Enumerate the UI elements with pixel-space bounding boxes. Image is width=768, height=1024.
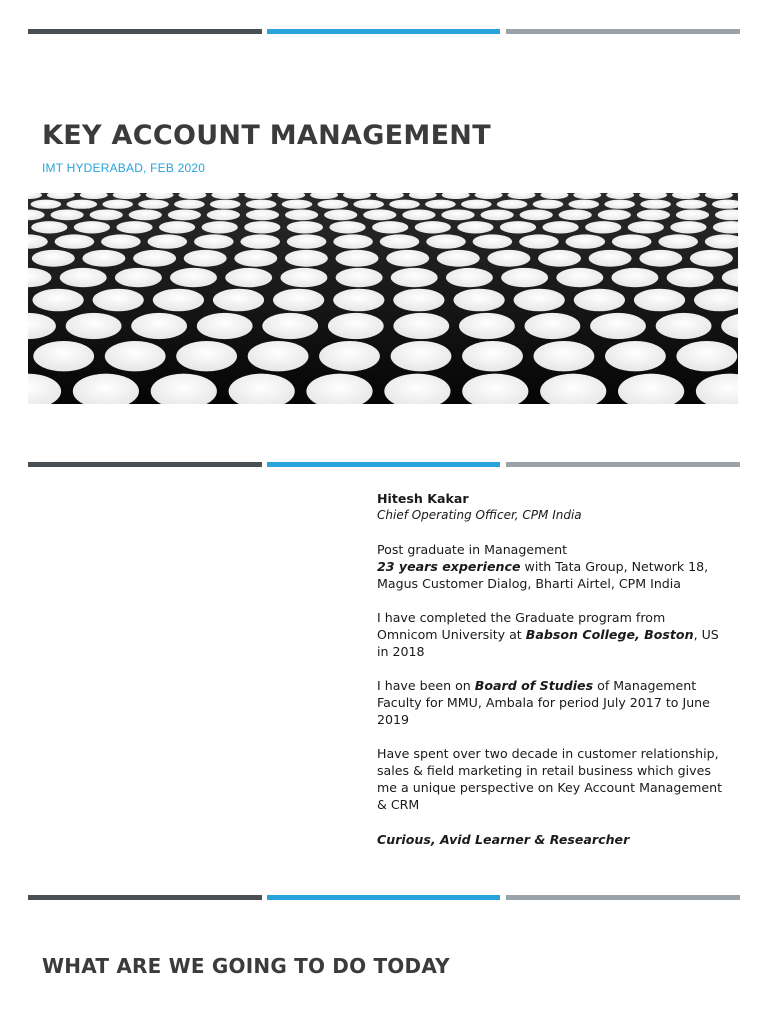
disc-shape [202,221,238,233]
discs-pattern-image [28,193,738,404]
disc-shape [461,200,492,209]
disc-shape [556,268,603,287]
disc-shape [393,289,444,312]
disc-shape [473,234,513,248]
bio-text: I have been on [377,678,475,693]
disc-shape [55,234,95,248]
disc-shape [101,234,141,248]
disc-shape [676,210,709,221]
disc-shape [574,289,625,312]
disc-shape [670,221,706,233]
bio-line: Post graduate in Management [377,542,568,557]
bio-text: I have completed the Graduate program from Omnicom University at [377,610,666,642]
disc-shape [487,250,530,267]
slide-title: KEY ACCOUNT MANAGEMENT [42,120,491,151]
rule-segment-accent [267,462,500,467]
disc-shape [282,200,313,209]
disc-shape [391,341,452,371]
disc-shape [248,341,309,371]
disc-shape [656,313,712,339]
disc-shape [51,210,84,221]
disc-shape [174,200,205,209]
disc-shape [74,221,110,233]
disc-shape [336,268,383,287]
bio-text: , US in 2018 [377,627,719,659]
disc-shape [380,234,420,248]
disc-shape [129,210,162,221]
disc-shape [318,200,349,209]
disc-shape [538,250,581,267]
disc-shape [336,250,379,267]
bio-text: with Tata Group, Network 18, Magus Customer Dialog, Bharti Airtel, CPM India [377,559,709,591]
disc-shape [210,200,241,209]
disc-shape [372,221,408,233]
disc-shape [170,268,217,287]
disc-shape [159,221,195,233]
disc-shape [246,200,277,209]
speaker-bio [377,490,727,848]
disc-shape [634,289,685,312]
disc-shape [500,221,536,233]
disc-shape [640,200,671,209]
disc-shape [102,200,133,209]
disc-shape [329,221,365,233]
bio-emphasis: 23 years experience [377,559,521,574]
disc-shape [353,200,384,209]
divider-rule-middle [28,462,740,467]
disc-shape [240,234,280,248]
disc-shape [589,250,632,267]
disc-shape [234,250,277,267]
disc-shape [168,210,201,221]
disc-shape [280,268,327,287]
disc-shape [676,341,737,371]
speaker-name: Hitesh Kakar [377,491,469,506]
bio-motto: Curious, Avid Learner & Researcher [377,832,630,847]
disc-shape [333,289,384,312]
bio-emphasis: Babson College, Boston [525,627,694,642]
disc-shape [590,313,646,339]
bio-emphasis: Board of Studies [474,678,594,693]
disc-shape [148,234,188,248]
disc-shape [66,313,122,339]
disc-shape [446,268,493,287]
rule-segment-accent [267,29,500,34]
disc-shape [386,250,429,267]
disc-shape [605,341,666,371]
disc-shape [153,289,204,312]
disc-shape [690,250,733,267]
disc-shape [184,250,227,267]
disc-shape [244,221,280,233]
disc-shape [31,200,62,209]
disc-shape [389,200,420,209]
rule-segment-accent [267,895,500,900]
agenda-heading: WHAT ARE WE GOING TO DO TODAY [42,954,450,978]
disc-shape [93,289,144,312]
bio-paragraph-board [377,677,727,728]
disc-shape [393,313,449,339]
bio-text: of Management Faculty for MMU, Ambala for period July 2017 to June 2019 [377,678,710,727]
disc-shape [363,210,396,221]
bio-paragraph-graduate [377,609,727,660]
disc-shape [457,221,493,233]
disc-shape [543,221,579,233]
disc-shape [333,234,373,248]
disc-shape [285,250,328,267]
disc-shape [287,234,327,248]
rule-segment-light [506,29,740,34]
rule-segment-dark [28,895,262,900]
disc-shape [425,200,456,209]
rule-segment-light [506,462,740,467]
disc-shape [585,221,621,233]
disc-shape [273,289,324,312]
disc-shape [533,200,564,209]
disc-shape [33,289,84,312]
disc-shape [639,250,682,267]
divider-rule-bottom [28,895,740,900]
disc-shape [115,268,162,287]
disc-shape [213,289,264,312]
rule-segment-dark [28,462,262,467]
disc-shape [116,221,152,233]
disc-shape [287,221,323,233]
disc-shape [328,313,384,339]
disc-shape [514,289,565,312]
disc-shape [667,268,714,287]
disc-shape [519,234,559,248]
disc-shape [454,289,505,312]
disc-shape [324,210,357,221]
disc-shape [604,200,635,209]
disc-shape [534,341,595,371]
disc-shape [426,234,466,248]
disc-shape [207,210,240,221]
disc-shape [441,210,474,221]
disc-shape [462,341,523,371]
disc-shape [90,210,123,221]
disc-shape [525,313,581,339]
disc-shape [67,200,98,209]
slide-subtitle: IMT HYDERABAD, FEB 2020 [42,161,206,175]
bio-paragraph-education [377,541,727,592]
disc-shape [676,200,707,209]
disc-shape [658,234,698,248]
disc-shape [285,210,318,221]
disc-shape [598,210,631,221]
disc-shape [131,313,187,339]
disc-shape [60,268,107,287]
disc-shape [520,210,553,221]
divider-rule-top [28,29,740,34]
disc-shape [611,268,658,287]
disc-shape [319,341,380,371]
disc-shape [612,234,652,248]
cover-photo [28,193,738,404]
rule-segment-dark [28,29,262,34]
disc-shape [459,313,515,339]
disc-shape [628,221,664,233]
disc-shape [497,200,528,209]
disc-shape [33,341,94,371]
disc-shape [391,268,438,287]
disc-shape [481,210,514,221]
disc-shape [415,221,451,233]
disc-shape [566,234,606,248]
disc-shape [225,268,272,287]
disc-shape [133,250,176,267]
rule-segment-light [506,895,740,900]
disc-shape [197,313,253,339]
disc-shape [176,341,237,371]
disc-shape [105,341,166,371]
disc-shape [246,210,279,221]
disc-shape [501,268,548,287]
bio-paragraph-experience: Have spent over two decade in customer relationship, sales & field marketing in retail business which gives me a unique perspective on Key Account Management & CRM [377,746,723,812]
disc-shape [31,221,67,233]
disc-shape [559,210,592,221]
disc-shape [82,250,125,267]
disc-shape [262,313,318,339]
disc-shape [32,250,75,267]
speaker-role: Chief Operating Officer, CPM India [377,508,582,522]
disc-shape [637,210,670,221]
disc-shape [437,250,480,267]
disc-shape [569,200,600,209]
disc-shape [402,210,435,221]
disc-shape [194,234,234,248]
disc-shape [138,200,169,209]
